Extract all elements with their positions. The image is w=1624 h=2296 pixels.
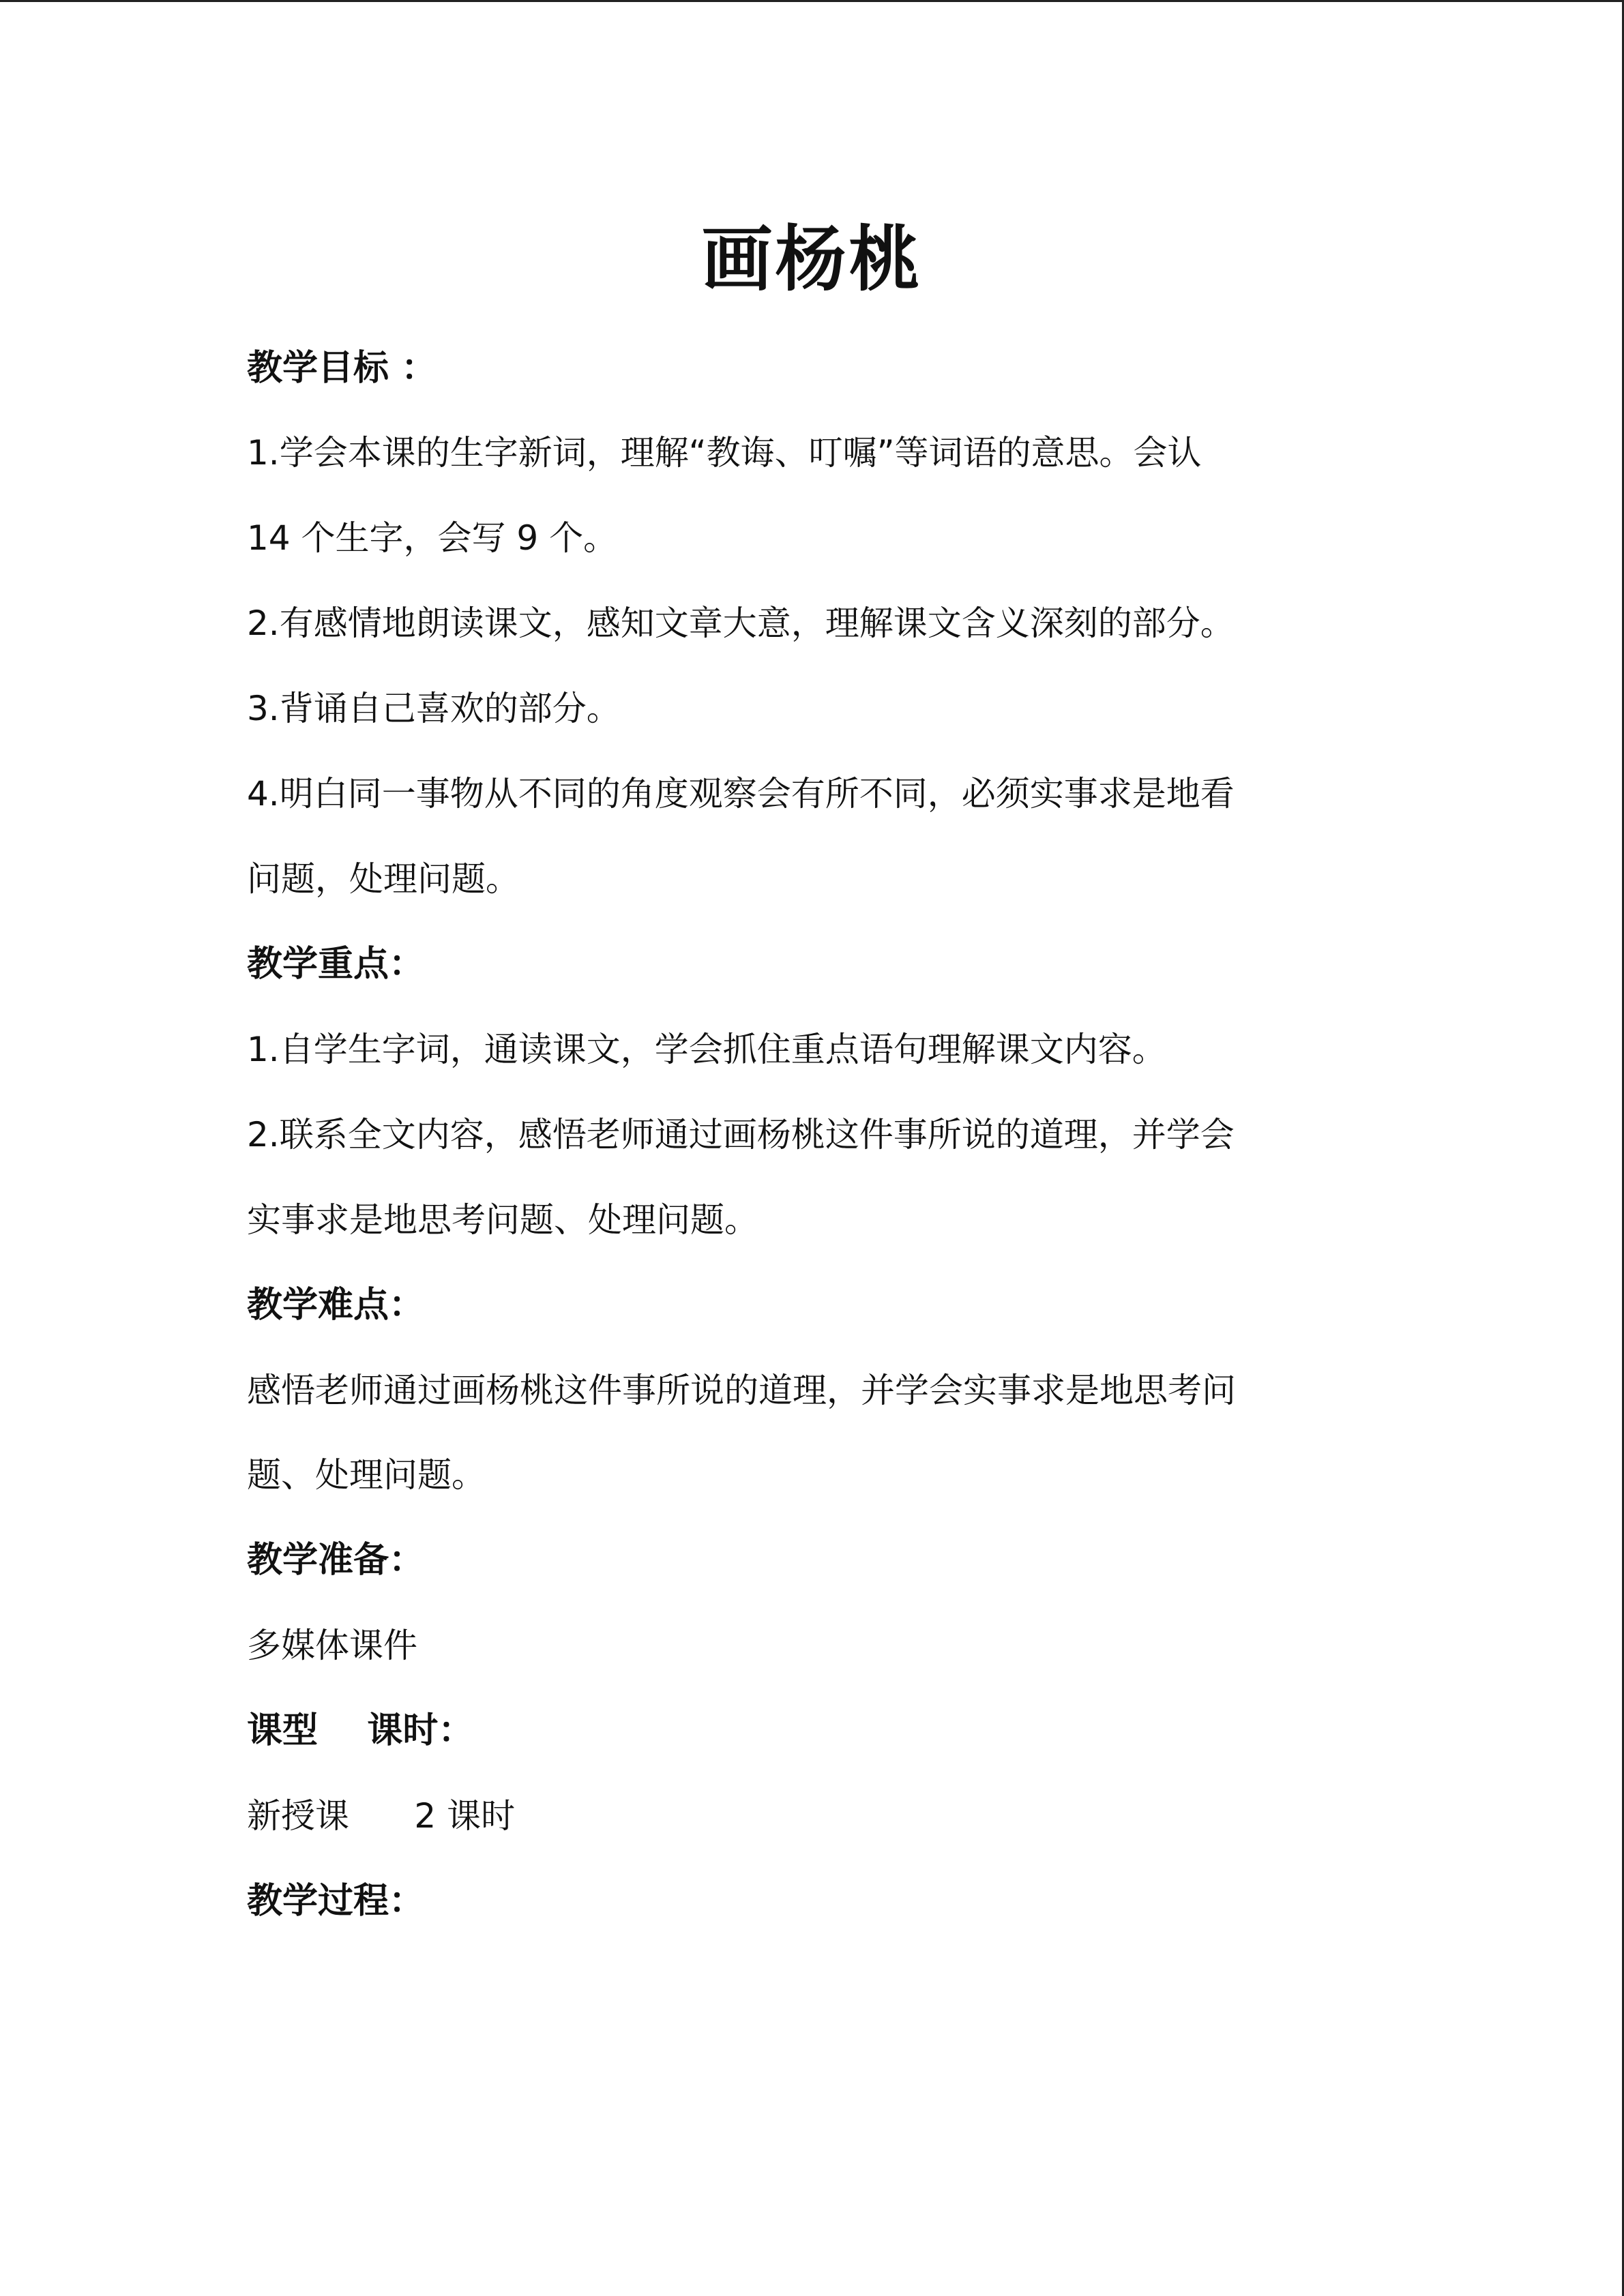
objectives-line: 14 个生字，会写 9 个。: [247, 518, 618, 558]
lesson-type-line: 新授课 2 课时: [247, 1796, 516, 1836]
key-points-line: 实事求是地思考问题、处理问题。: [247, 1200, 758, 1240]
key-points-line: 1.自学生字词，通读课文，学会抓住重点语句理解课文内容。: [247, 1030, 1166, 1069]
key-points-heading: 教学重点：: [247, 944, 425, 985]
objectives-line: 问题，处理问题。: [247, 859, 520, 899]
objectives-line: 1.学会本课的生字新词，理解“教诲、叮嘱”等词语的意思。会认: [247, 433, 1202, 473]
preparation-heading: 教学准备：: [247, 1540, 425, 1581]
difficulties-heading: 教学难点：: [247, 1285, 425, 1326]
preparation-line: 多媒体课件: [247, 1626, 417, 1665]
objectives-line: 2.有感情地朗读课文，感知文章大意，理解课文含义深刻的部分。: [247, 603, 1235, 643]
objectives-heading: 教学目标 ：: [247, 348, 437, 389]
difficulties-line: 感悟老师通过画杨桃这件事所说的道理，并学会实事求是地思考问: [247, 1371, 1236, 1410]
objectives-line: 3.背诵自己喜欢的部分。: [247, 689, 621, 728]
key-points-line: 2.联系全文内容，感悟老师通过画杨桃这件事所说的道理，并学会: [247, 1115, 1235, 1154]
process-heading: 教学过程：: [247, 1881, 425, 1922]
objectives-line: 4.明白同一事物从不同的角度观察会有所不同，必须实事求是地看: [247, 774, 1235, 814]
difficulties-line: 题、处理问题。: [247, 1455, 486, 1495]
lesson-type-heading: 课型 课时：: [247, 1710, 474, 1751]
document-title: 画杨桃: [701, 217, 923, 301]
